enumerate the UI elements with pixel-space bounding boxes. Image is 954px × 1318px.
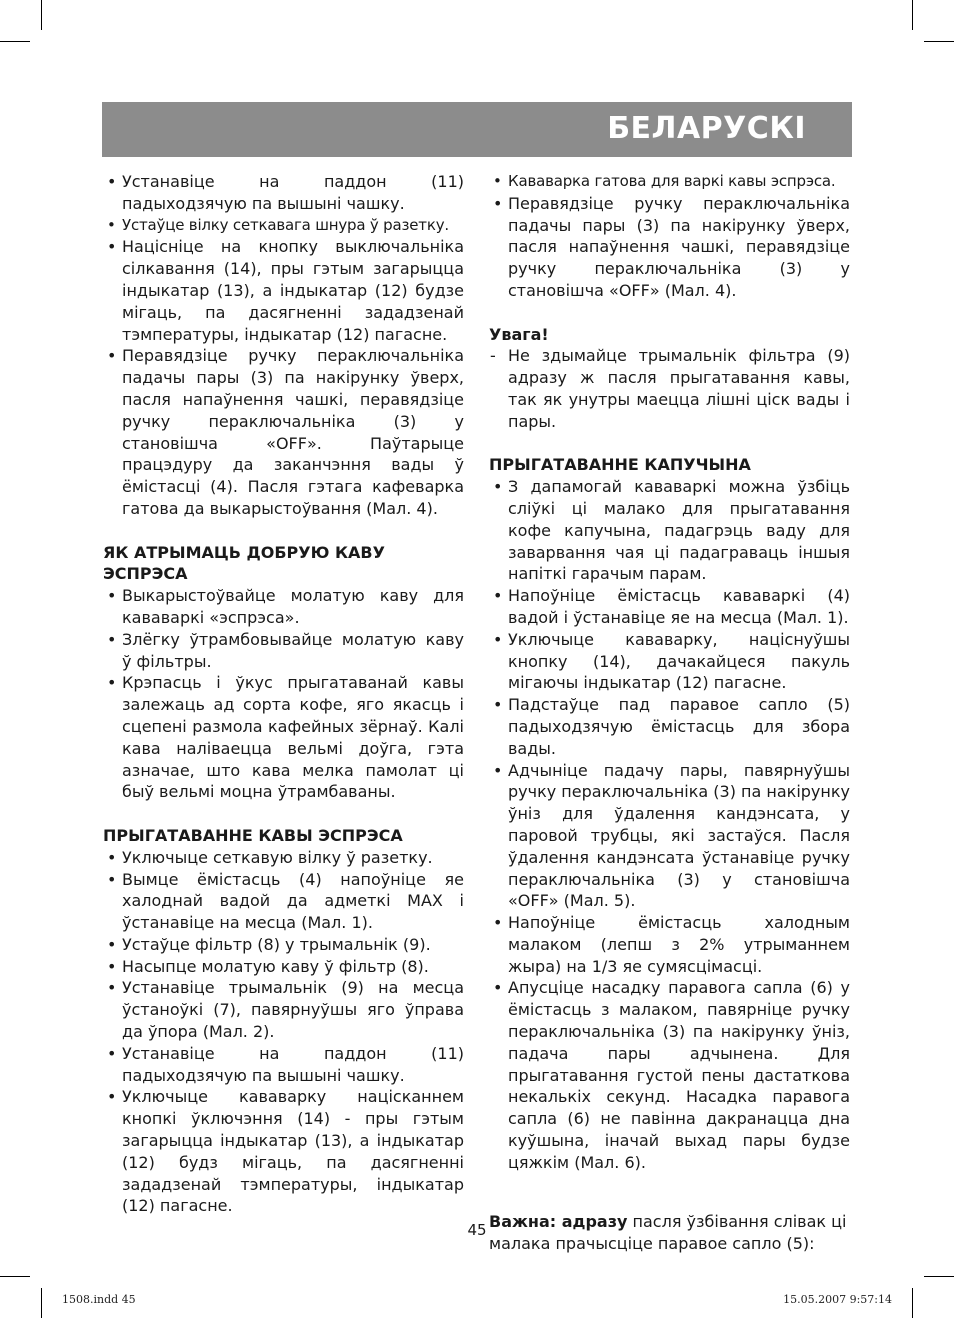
list-item: • Злёгку ўтрамбовывайце молатую каву ў фільтры. xyxy=(103,629,464,673)
left-column xyxy=(103,171,464,1217)
list-item: • Перавядзіце ручку пераключальніка падачы пары (3) па накірунку ўверх, пасля напаўнення чашкі, перавядзіце ручку пераключальніка (3) у становішча «OFF». Паўтарыце працэдуру да заканчэння вады ў ёмістасці (4). Пасля гэтага кафеварка гатова да выкарыстоўвання (Мал. 4). xyxy=(103,345,464,519)
list-item: • Перавядзіце ручку пераключальніка падачы пары (3) па накірунку ўверх, пасля напаўнення чашкі, перавядзіце ручку пераключальніка (3) у становішча «OFF» (Мал. 4). xyxy=(489,193,850,302)
crop-mark xyxy=(0,1276,30,1277)
right-column xyxy=(489,171,850,1271)
list-item: • Падстаўце пад паравое сапло (5) падыходзячую ёмістасць для збора вады. xyxy=(489,694,850,759)
list-item: • Насыпце молатую каву ў фільтр (8). xyxy=(103,956,464,978)
language-header-bar xyxy=(102,102,852,157)
good-espresso-tips-list xyxy=(103,585,464,803)
warning-list xyxy=(489,345,850,432)
crop-mark xyxy=(41,1288,42,1318)
list-item: • Уключыце кававарку, націснуўшы кнопку (14), дачакайцеся пакуль мігаючы індыкатар (12) пагасне. xyxy=(489,629,850,694)
page-number: 45 xyxy=(467,1221,487,1239)
crop-mark xyxy=(924,41,954,42)
list-item: • Выкарыстоўвайце молатую каву для кававаркі «эспрэса». xyxy=(103,585,464,629)
list-item: • Напоўніце ёмістасць кававаркі (4) вадой і ўстанавіце яе на месца (Мал. 1). xyxy=(489,585,850,629)
list-item: • Уключыце сеткавую вілку ў разетку. xyxy=(103,847,464,869)
section-heading-good-espresso: ЯК АТРЫМАЦЬ ДОБРУЮ КАВУ ЭСПРЭСА xyxy=(103,542,385,584)
list-item: • Адчыніце падачу пары, павярнуўшы ручку пераключальніка (3) па накірунку ўніз для ўдалення кандэнсата, у паровой трубцы, які застаўся. Пасля ўдалення кандэнсата ўстанавіце ручку пераключальніка (3) у становішча «OFF» (Мал. 5). xyxy=(489,760,850,913)
crop-mark xyxy=(912,0,913,30)
list-item: - Не здымайце трымальнік фільтра (9) адразу ж пасля прыгатавання кавы, так як унутры маецца лішні ціск вады і пары. xyxy=(489,345,850,432)
list-item: • Вымце ёмістасць (4) напоўніце яе халоднай вадой да адметкі МАХ і ўстанавіце на месца (Мал. 1). xyxy=(103,869,464,934)
list-item: • Устанавіце на паддон (11) падыходзячую па вышыні чашку. xyxy=(103,1043,464,1087)
section-heading-cappuccino: ПРЫГАТАВАННЕ КАПУЧЫНА xyxy=(489,455,751,475)
list-item: • З дапамогай кававаркі можна ўзбіць слiўкі ці малако для прыгатавання кофе капучына, падагрэць ваду для заварвання чая ці падаграваць іншыя напіткі гарачым парам. xyxy=(489,476,850,585)
setup-steps-list xyxy=(103,171,464,520)
list-item: • Устанавіце на паддон (11) падыходзячую па вышыні чашку. xyxy=(103,171,464,215)
list-item: • Крэпасць і ўкус прыгатаванай кавы залежаць ад сорта кофе, яго якасць і сцепені размола кафейных зёрнаў. Калі кава наліваецца вельмі доўга, гэта азначае, што кава мелка памолат ці быў вельмі моцна ўтрамбаваны. xyxy=(103,672,464,803)
cappuccino-steps-list xyxy=(489,476,850,1174)
list-item: • Уключыце кававарку націсканнем кнопкі ўключэння (14) - пры гэтым загарыцца індыкатар (13), а індыкатар (12) будз мігаць, па дасягненні зададзенай тэмпературы, індыкатар (12) пагасне. xyxy=(103,1086,464,1217)
list-item: • Устаўце вілку сеткавага шнура ў разетку. xyxy=(103,215,464,237)
list-item: • Кававарка гатова для варкі кавы эспрэса. xyxy=(489,171,850,193)
espresso-steps-list xyxy=(103,847,464,1218)
page-title: БЕЛАРУСКІ xyxy=(607,111,806,146)
espresso-steps-continued-list xyxy=(489,171,850,302)
crop-mark xyxy=(912,1288,913,1318)
list-item: • Напоўніце ёмістасць халодным малаком (лепш з 2% утрыманнем жыра) на 1/3 яе сумясцімасці. xyxy=(489,912,850,977)
list-item: • Устанавіце трымальнік (9) на месца ўстаноўкі (7), павярнуўшы яго ўправа да ўпора (Мал. 2). xyxy=(103,977,464,1042)
crop-mark xyxy=(41,0,42,30)
important-text: пасля ўзбівання слівак ці малака прачысціце паравое сапло (5): xyxy=(489,1212,847,1254)
footer-file-info: 1508.indd 45 xyxy=(62,1293,136,1306)
important-label: Важна: адразу xyxy=(489,1212,628,1232)
list-item: • Устаўце фільтр (8) у трымальнік (9). xyxy=(103,934,464,956)
warning-heading: Увага! xyxy=(489,324,549,344)
crop-mark xyxy=(0,41,30,42)
list-item: • Апусціце насадку паравога сапла (6) у ёмістасць з малаком, павярніце ручку пераключальніка (3) па накірунку ўніз, падача пары адчынена. Для прыгатавання густой пены дастаткова некалькіх секунд. Насадка паравога сапла (6) не павінна дакранацца дна куўшына, іначай выхад пары будзе цяжкім (Мал. 6). xyxy=(489,977,850,1173)
footer-timestamp: 15.05.2007 9:57:14 xyxy=(783,1293,892,1306)
list-item: • Націсніце на кнопку выключальніка сілкавання (14), пры гэтым загарыцца індыкатар (13), а індыкатар (12) будзе мігаць, па дасягненні зададзенай тэмпературы, індыкатар (12) пагасне. xyxy=(103,236,464,345)
section-heading-espresso-preparation: ПРЫГАТАВАННЕ КАВЫ ЭСПРЭСА xyxy=(103,825,403,845)
crop-mark xyxy=(924,1276,954,1277)
